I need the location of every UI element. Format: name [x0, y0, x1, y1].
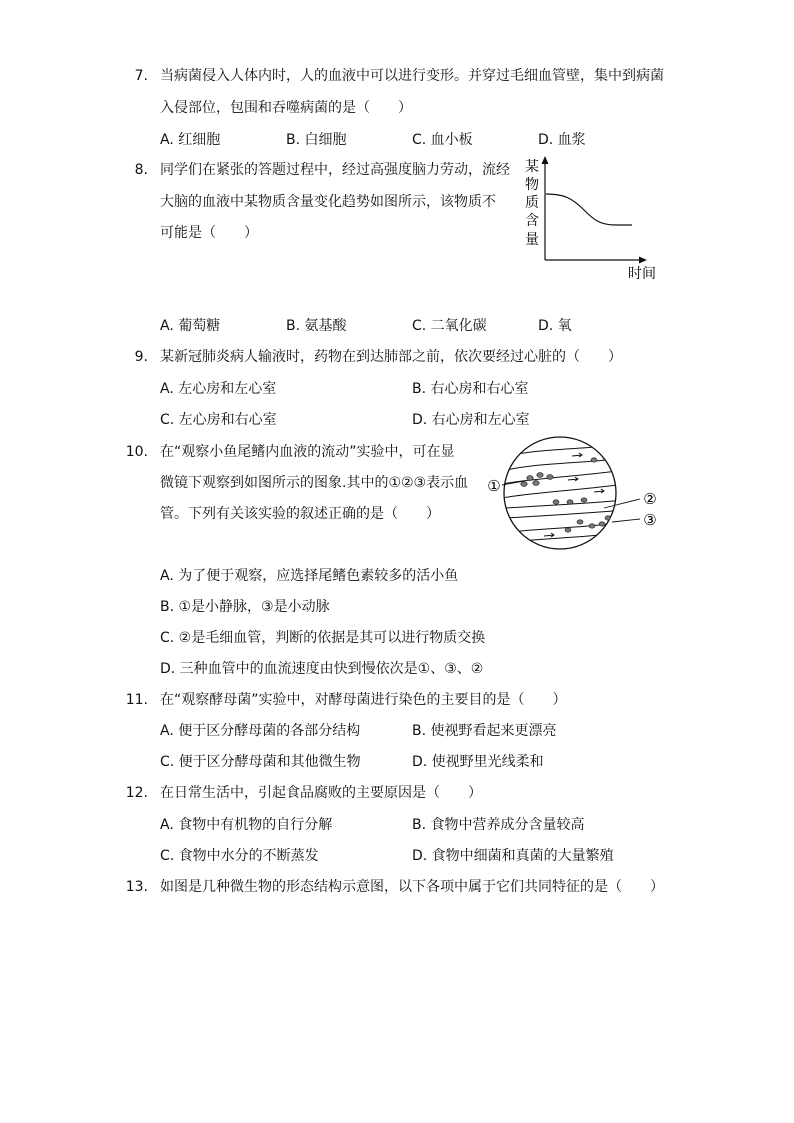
graph-y-label — [525, 158, 539, 248]
option-b[interactable]: B. 氨基酸 — [286, 318, 347, 334]
option-d[interactable]: D. 使视野里光线柔和 — [412, 754, 544, 770]
content-trend-graph — [516, 154, 666, 284]
option-c[interactable]: C. 左心房和右心室 — [160, 412, 277, 428]
question-stem-line: 当病菌侵入人体内时，人的血液中可以进行变形。并穿过毛细血管壁，集中到病菌 — [160, 68, 664, 84]
option-a[interactable]: A. 红细胞 — [160, 132, 221, 148]
question-stem-line: 大脑的血液中某物质含量变化趋势如图所示，该物质不 — [160, 194, 496, 210]
y-axis-arrow — [542, 156, 549, 164]
svg-text:含: 含 — [525, 213, 539, 229]
option-c[interactable]: C. 便于区分酵母菌和其他微生物 — [160, 754, 361, 770]
option-a[interactable]: A. 食物中有机物的自行分解 — [160, 817, 333, 833]
option-b[interactable]: B. 右心房和右心室 — [412, 381, 529, 397]
question-number: 9. — [134, 349, 148, 365]
option-a[interactable]: A. 葡萄糖 — [160, 318, 221, 334]
option-b[interactable]: B. ①是小静脉，③是小动脉 — [160, 599, 330, 615]
question-number: 12. — [125, 785, 148, 801]
microscope-view-figure — [484, 436, 664, 556]
question-stem-line: 管。下列有关该实验的叙述正确的是（ ） — [160, 506, 440, 522]
question-stem-line: 微镜下观察到如图所示的图象.其中的①②③表示血 — [160, 475, 469, 491]
option-b[interactable]: B. 使视野看起来更漂亮 — [412, 723, 557, 739]
option-d[interactable]: D. 血浆 — [538, 132, 586, 148]
option-d[interactable]: D. 三种血管中的血流速度由快到慢依次是①、③、② — [160, 661, 484, 677]
option-d[interactable]: D. 食物中细菌和真菌的大量繁殖 — [412, 848, 614, 864]
figure-label-2: ② — [643, 490, 657, 508]
x-axis-arrow — [639, 257, 647, 264]
option-c[interactable]: C. 食物中水分的不断蒸发 — [160, 848, 319, 864]
figure-label-3: ③ — [643, 511, 657, 529]
question-stem-line: 如图是几种微生物的形态结构示意图，以下各项中属于它们共同特征的是（ ） — [160, 879, 664, 895]
option-c[interactable]: C. 二氧化碳 — [412, 318, 487, 334]
option-a[interactable]: A. 左心房和左心室 — [160, 381, 277, 397]
option-a[interactable]: A. 为了便于观察，应选择尾鳍色素较多的活小鱼 — [160, 568, 459, 584]
option-d[interactable]: D. 氧 — [538, 318, 572, 334]
option-c[interactable]: C. 血小板 — [412, 132, 473, 148]
option-c[interactable]: C. ②是毛细血管，判断的依据是其可以进行物质交换 — [160, 630, 486, 646]
svg-text:量: 量 — [525, 232, 539, 248]
question-number: 8. — [134, 162, 148, 178]
svg-text:质: 质 — [525, 195, 539, 211]
question-number: 10. — [125, 444, 148, 460]
question-stem-line: 某新冠肺炎病人输液时，药物在到达肺部之前，依次要经过心脏的（ ） — [160, 349, 622, 365]
question-number: 13. — [125, 879, 148, 895]
question-stem-line: 在日常生活中，引起食品腐败的主要原因是（ ） — [160, 785, 482, 801]
figure-label-1: ① — [487, 477, 501, 495]
question-stem-line: 同学们在紧张的答题过程中，经过高强度脑力劳动，流经 — [160, 162, 510, 178]
trend-curve — [546, 194, 632, 225]
graph-x-label: 时间 — [628, 266, 656, 282]
option-b[interactable]: B. 白细胞 — [286, 132, 347, 148]
option-b[interactable]: B. 食物中营养成分含量较高 — [412, 817, 585, 833]
question-stem-line: 可能是（ ） — [160, 225, 258, 241]
question-stem-line: 在“观察酵母菌”实验中，对酵母菌进行染色的主要目的是（ ） — [160, 692, 567, 708]
question-stem-line: 在“观察小鱼尾鳍内血液的流动”实验中，可在显 — [160, 444, 455, 460]
svg-text:物: 物 — [525, 177, 539, 193]
option-d[interactable]: D. 右心房和左心室 — [412, 412, 530, 428]
label-3-leader — [612, 519, 640, 522]
question-number: 11. — [125, 692, 148, 708]
svg-text:某: 某 — [525, 159, 539, 175]
question-number: 7. — [134, 68, 148, 84]
question-stem-line: 入侵部位，包围和吞噬病菌的是（ ） — [160, 100, 412, 116]
option-a[interactable]: A. 便于区分酵母菌的各部分结构 — [160, 723, 361, 739]
